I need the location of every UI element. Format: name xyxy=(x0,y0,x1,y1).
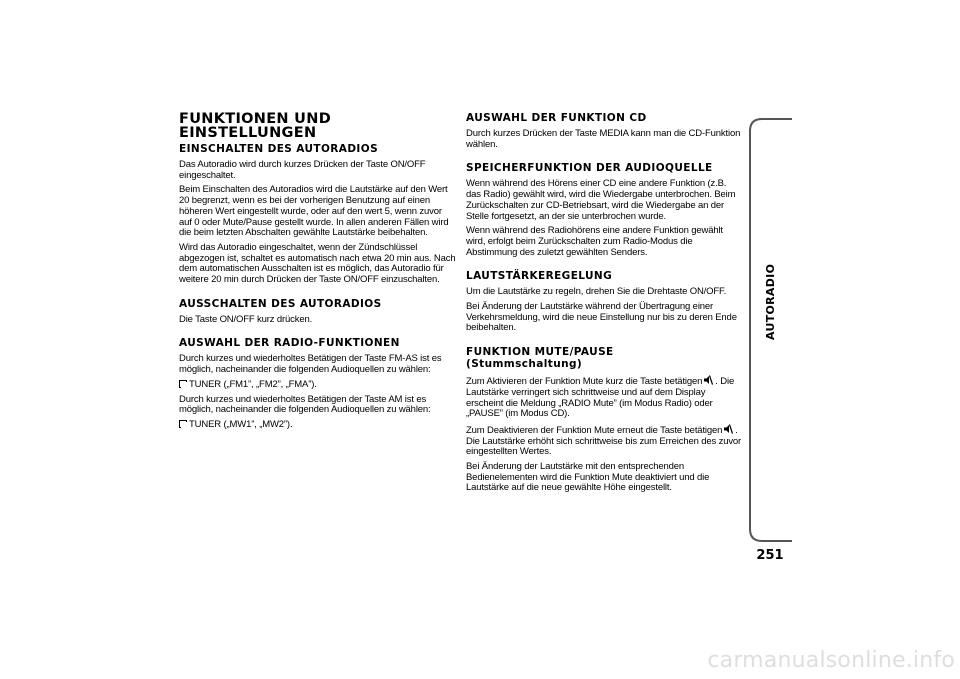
heading-mute-pause xyxy=(466,346,742,370)
paragraph: Bei Änderung der Lautstärke während der Übertragung einer Verkehrsmeldung, wird die neue Einstellung nur bis zu deren Ende beibehalten. xyxy=(466,301,737,334)
paragraph: Die Taste ON/OFF kurz drücken. xyxy=(179,313,313,325)
heading-ausschalten: AUSSCHALTEN DES AUTORADIOS xyxy=(179,297,382,310)
chapter-tab-label: AUTORADIO xyxy=(764,263,777,340)
paragraph: Wenn während des Radiohörens eine andere Funktion gewählt wird, erfolgt beim Zurückschalten zum Radio-Modus die Abstimmung des zuletzt gewählten Senders. xyxy=(466,225,723,258)
paragraph: Wenn während des Hörens einer CD eine andere Funktion (z.B. das Radio) gewählt wird, wird die Wiedergabe unterbrochen. Beim Zurückschalten zur CD-Betriebsart, wird die Wiedergabe an der Stelle fortgesetzt, an der sie unterbrochen wurde. xyxy=(466,178,736,222)
heading-radio-funktionen: AUSWAHL DER RADIO-FUNKTIONEN xyxy=(179,337,400,350)
paragraph: Das Autoradio wird durch kurzes Drücken der Taste ON/OFF eingeschaltet. xyxy=(179,159,426,181)
list-item xyxy=(179,380,457,391)
checkbox-bullet-icon xyxy=(179,420,187,428)
paragraph-text: . Die Lautstärke erhöht sich schrittweise bis zum Erreichen des zuvor eingestellten Wertes. xyxy=(466,424,742,458)
paragraph: Um die Lautstärke zu regeln, drehen Sie die Drehtaste ON/OFF. xyxy=(466,286,727,298)
paragraph: Durch kurzes und wiederholtes Betätigen der Taste FM-AS ist es möglich, nacheinander die folgenden Audioquellen zu wählen: xyxy=(179,353,442,376)
list-item-text: TUNER („FM1”, „FM2”, „FMA”). xyxy=(189,378,317,390)
page-title-line-1: FUNKTIONEN UND xyxy=(179,111,332,127)
list-item xyxy=(179,420,457,431)
list-item-text: TUNER („MW1”, „MW2”). xyxy=(189,418,293,430)
paragraph-text: Zum Deaktivieren der Funktion Mute erneut die Taste betätigen xyxy=(466,424,723,436)
paragraph: Bei Änderung der Lautstärke mit den entsprechenden Bedienelementen wird die Funktion Mute deaktiviert und die Lautstärke auf die neue gewählte Höhe eingestellt. xyxy=(466,461,710,494)
paragraph-text: . Die Lautstärke verringert sich schrittweise und auf dem Display erscheint die Meldung „RADIO Mute” (im Modus Radio) oder „PAUSE” (im Modus CD). xyxy=(466,376,735,420)
page-title-line-2: EINSTELLUNGEN xyxy=(179,125,317,141)
paragraph xyxy=(466,375,742,420)
heading-einschalten: EINSCHALTEN DES AUTORADIOS xyxy=(179,143,379,155)
paragraph: Durch kurzes Drücken der Taste MEDIA kann man die CD-Funktion wählen. xyxy=(466,128,741,150)
right-column xyxy=(466,112,742,498)
heading-line-2: (Stummschaltung) xyxy=(466,358,583,371)
left-column xyxy=(179,112,457,435)
paragraph: Beim Einschalten des Autoradios wird die Lautstärke auf den Wert 20 begrenzt, wenn es bei der vorherigen Benutzung auf einen höheren Wert eingestellt wurde, oder auf den wert 5, wenn zuvor auf 0 oder Mute/Pause gestellt wurde. In allen anderen Fällen wird die beim letzten Abschalten gewählte Lautstärke beibehalten. xyxy=(179,184,449,239)
checkbox-bullet-icon xyxy=(179,380,187,388)
paragraph: Durch kurzes und wiederholtes Betätigen der Taste AM ist es möglich, nacheinander die folgenden Audioquellen zu wählen: xyxy=(179,393,431,416)
heading-speicherfunktion: SPEICHERFUNKTION DER AUDIOQUELLE xyxy=(466,162,713,175)
mute-speaker-icon xyxy=(704,375,713,385)
watermark: carmanualsonline.info xyxy=(707,648,955,673)
paragraph-text: Zum Aktivieren der Funktion Mute kurz die Taste betätigen xyxy=(466,376,703,388)
mute-speaker-icon xyxy=(724,424,733,434)
page-number: 251 xyxy=(756,548,784,563)
paragraph xyxy=(466,424,742,458)
heading-line-1: FUNKTION MUTE/PAUSE xyxy=(466,346,614,359)
paragraph: Wird das Autoradio eingeschaltet, wenn der Zündschlüssel abgezogen ist, schaltet es automatisch nach etwa 20 min aus. Nach dem automatischen Ausschalten ist es möglich, das Autoradio für weitere 20 min durch Drücken der Taste ON/OFF einzuschalten. xyxy=(179,241,456,286)
heading-lautstaerkeregelung: LAUTSTÄRKEREGELUNG xyxy=(466,270,613,283)
page-title xyxy=(179,112,457,140)
heading-funktion-cd: AUSWAHL DER FUNKTION CD xyxy=(466,112,647,124)
